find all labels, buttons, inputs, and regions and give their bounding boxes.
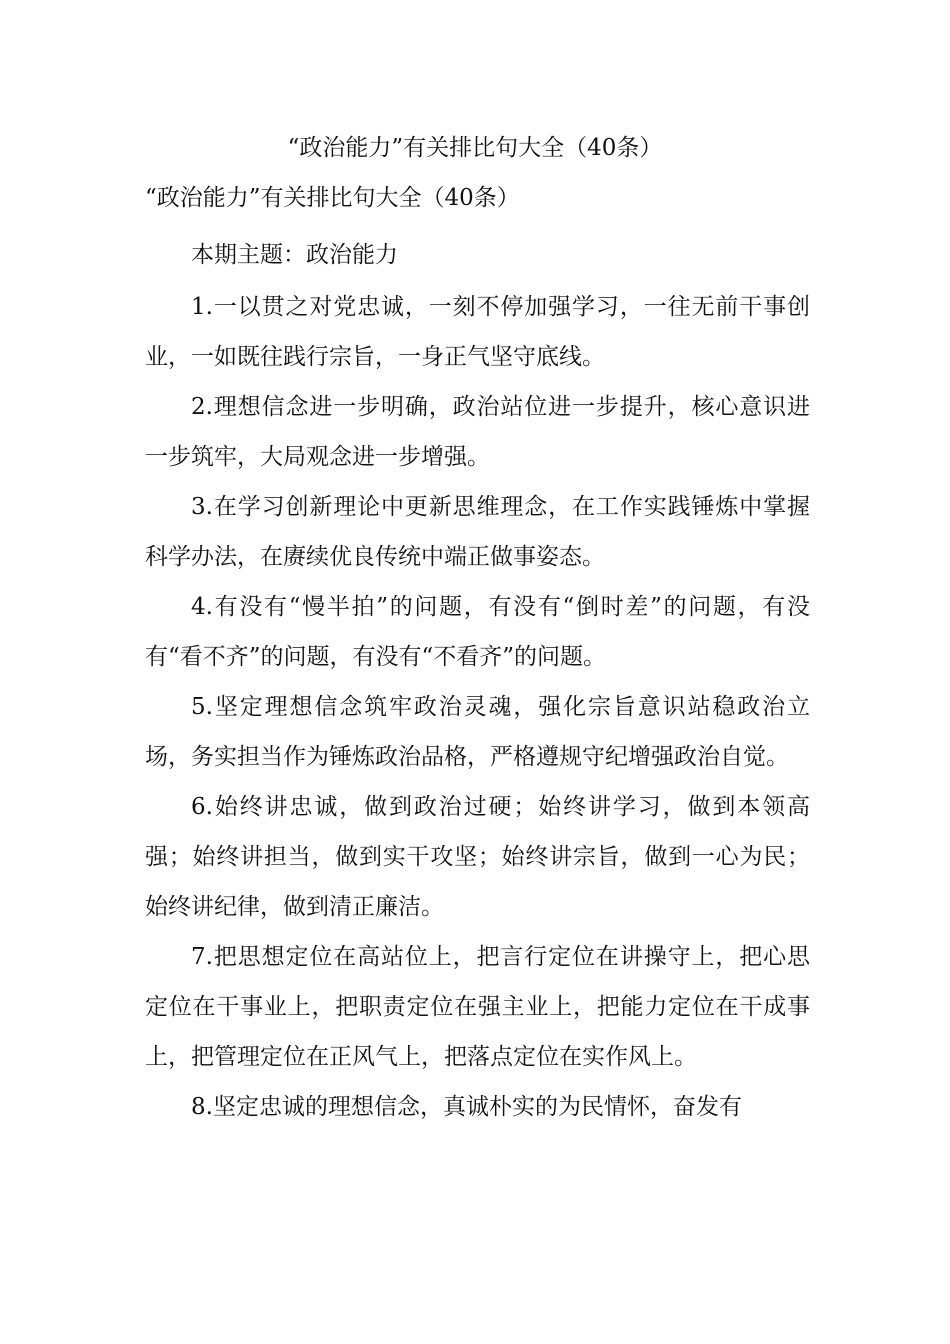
paragraph-8: 8.坚定忠诚的理想信念，真诚朴实的为民情怀，奋发有 bbox=[191, 1094, 742, 1120]
paragraph-3: 3.在学习创新理论中更新思维理念，在工作实践锤炼中掌握科学办法，在赓续优良传统中端正做事姿态。 bbox=[145, 494, 810, 570]
document-body bbox=[145, 230, 810, 1132]
paragraph-2: 2.理想信念进一步明确，政治站位进一步提升，核心意识进一步筑牢，大局观念进一步增强。 bbox=[145, 394, 810, 470]
paragraph-7: 7.把思想定位在高站位上，把言行定位在讲操守上，把心思定位在干事业上，把职责定位在强主业上，把能力定位在干成事上，把管理定位在正风气上，把落点定位在实作风上。 bbox=[145, 944, 810, 1070]
paragraph-4: 4.有没有“慢半拍”的问题，有没有“倒时差”的问题，有没有“看不齐”的问题，有没有“不看齐”的问题。 bbox=[145, 594, 810, 670]
paragraph-1: 1.一以贯之对党忠诚，一刻不停加强学习，一往无前干事创业，一如既往践行宗旨，一身正气坚守底线。 bbox=[145, 294, 810, 370]
topic-line: 本期主题：政治能力 bbox=[191, 242, 398, 268]
document-title: “政治能力”有关排比句大全（40条） bbox=[287, 135, 663, 161]
document-subtitle: “政治能力”有关排比句大全（40条） bbox=[145, 185, 520, 211]
paragraph-6: 6.始终讲忠诚，做到政治过硬；始终讲学习，做到本领高强；始终讲担当，做到实干攻坚；始终讲宗旨，做到一心为民；始终讲纪律，做到清正廉洁。 bbox=[145, 794, 810, 920]
paragraph-5: 5.坚定理想信念筑牢政治灵魂，强化宗旨意识站稳政治立场，务实担当作为锤炼政治品格，严格遵规守纪增强政治自觉。 bbox=[145, 694, 810, 770]
